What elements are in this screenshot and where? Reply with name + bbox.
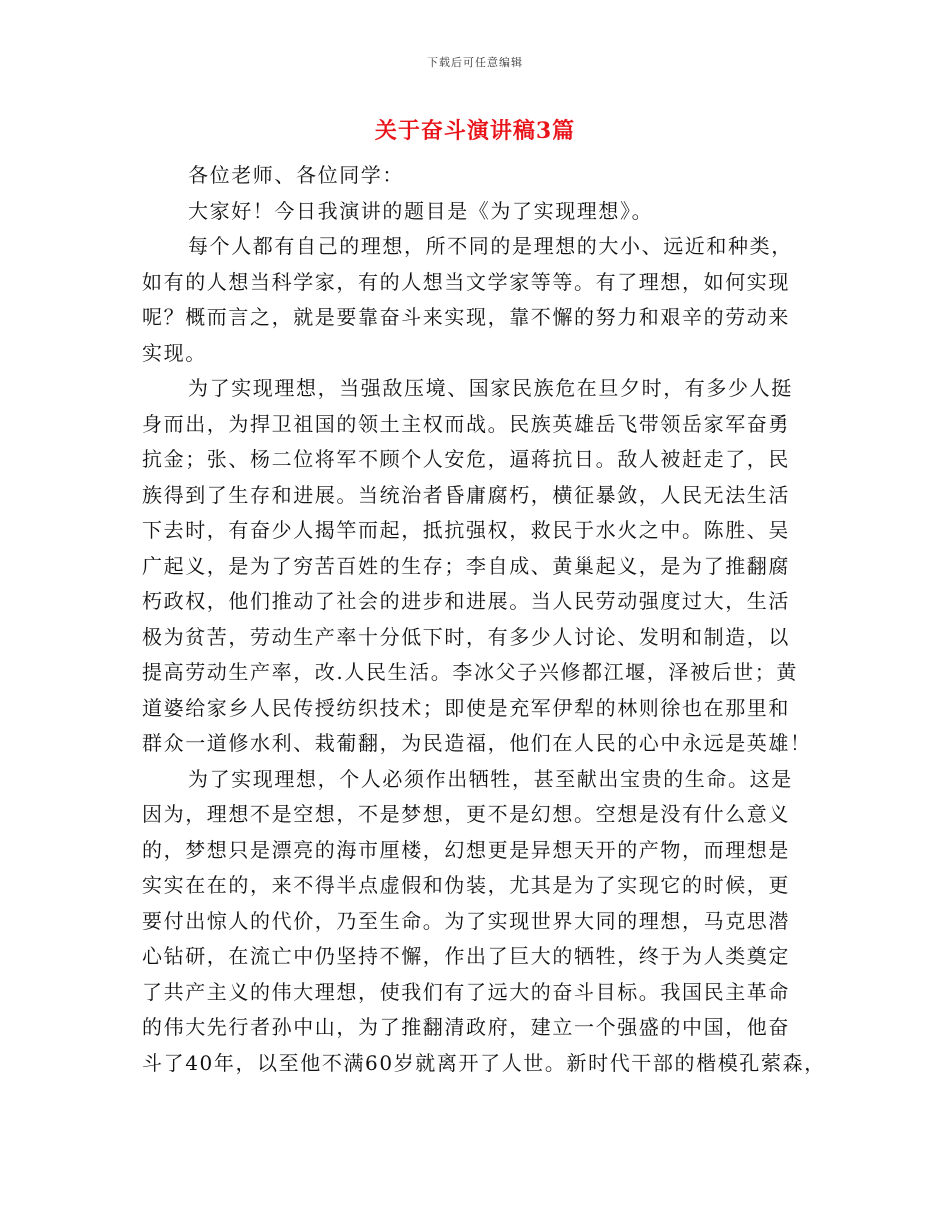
- text-line: 道婆给家乡人民传授纺织技术；即使是充军伊犁的林则徐也在那里和: [142, 695, 790, 720]
- text-line: 如有的人想当科学家，有的人想当文学家等等。有了理想，如何实现: [142, 269, 790, 294]
- text-line: 为了实现理想，当强敌压境、国家民族危在旦夕时，有多少人挺: [188, 376, 793, 400]
- document-title: 关于奋斗演讲稿3篇: [374, 118, 576, 144]
- text-line: 心钻研，在流亡中仍坚持不懈，作出了巨大的牺牲，终于为人类奠定: [142, 944, 790, 968]
- text-line: 提高劳动生产率，改.人民生活。李冰父子兴修都江堰，泽被后世；黄: [142, 660, 798, 684]
- text-line: 的，梦想只是漂亮的海市厘楼，幻想更是异想天开的产物，而理想是: [142, 837, 790, 862]
- text-line: 极为贫苦，劳动生产率十分低下时，有多少人讨论、发明和制造，以: [142, 624, 790, 649]
- text-line: 呢？概而言之，就是要靠奋斗来实现，靠不懈的努力和艰辛的劳动来: [142, 305, 790, 329]
- text-line: 每个人都有自己的理想，所不同的是理想的大小、远近和种类，: [188, 234, 793, 258]
- text-line: 要付出惊人的代价，乃至生命。为了实现世界大同的理想，马克思潜: [142, 908, 790, 933]
- text-line: 斗了40年，以至他不满60岁就离开了人世。新时代干部的楷模孔萦森，: [142, 1050, 826, 1075]
- text-line: 实现。: [142, 340, 207, 365]
- text-line: 群众一道修水利、栽葡翻，为民造福，他们在人民的心中永远是英雄！: [142, 731, 812, 755]
- text-line: 实实在在的，来不得半点虚假和伪装，尤其是为了实现它的时候，更: [142, 873, 790, 897]
- text-line: 因为，理想不是空想，不是梦想，更不是幻想。空想是没有什么意义: [142, 802, 790, 826]
- text-line: 抗金；张、杨二位将军不顾个人安危，逼蒋抗日。敌人被赶走了，民: [142, 447, 790, 471]
- text-line: 下去时，有奋少人揭竿而起，抵抗强权，救民于水火之中。陈胜、吴: [142, 518, 790, 542]
- text-line: 族得到了生存和进展。当统治者昏庸腐朽，横征暴敛，人民无法生活: [142, 482, 790, 507]
- text-line: 各位老师、各位同学：: [188, 163, 404, 187]
- document-body: [142, 158, 827, 1081]
- header-note: 下载后可任意编辑: [427, 56, 523, 69]
- text-line: 广起义，是为了穷苦百姓的生存；李自成、黄巢起义，是为了推翻腐: [142, 553, 790, 578]
- text-line: 的伟大先行者孙中山，为了推翻清政府，建立一个强盛的中国，他奋: [142, 1015, 790, 1039]
- text-line: 朽政权，他们推动了社会的进步和进展。当人民劳动强度过大，生活: [142, 589, 790, 613]
- text-line: 为了实现理想，个人必须作出牺牲，甚至献出宝贵的生命。这是: [188, 766, 793, 791]
- text-line: 了共产主义的伟大理想，使我们有了远大的奋斗目标。我国民主革命: [142, 979, 790, 1004]
- text-line: 身而出，为捍卫祖国的领土主权而战。民族英雄岳飞带领岳家军奋勇: [142, 411, 790, 436]
- text-line: 大家好！今日我演讲的题目是《为了实现理想》。: [188, 198, 654, 223]
